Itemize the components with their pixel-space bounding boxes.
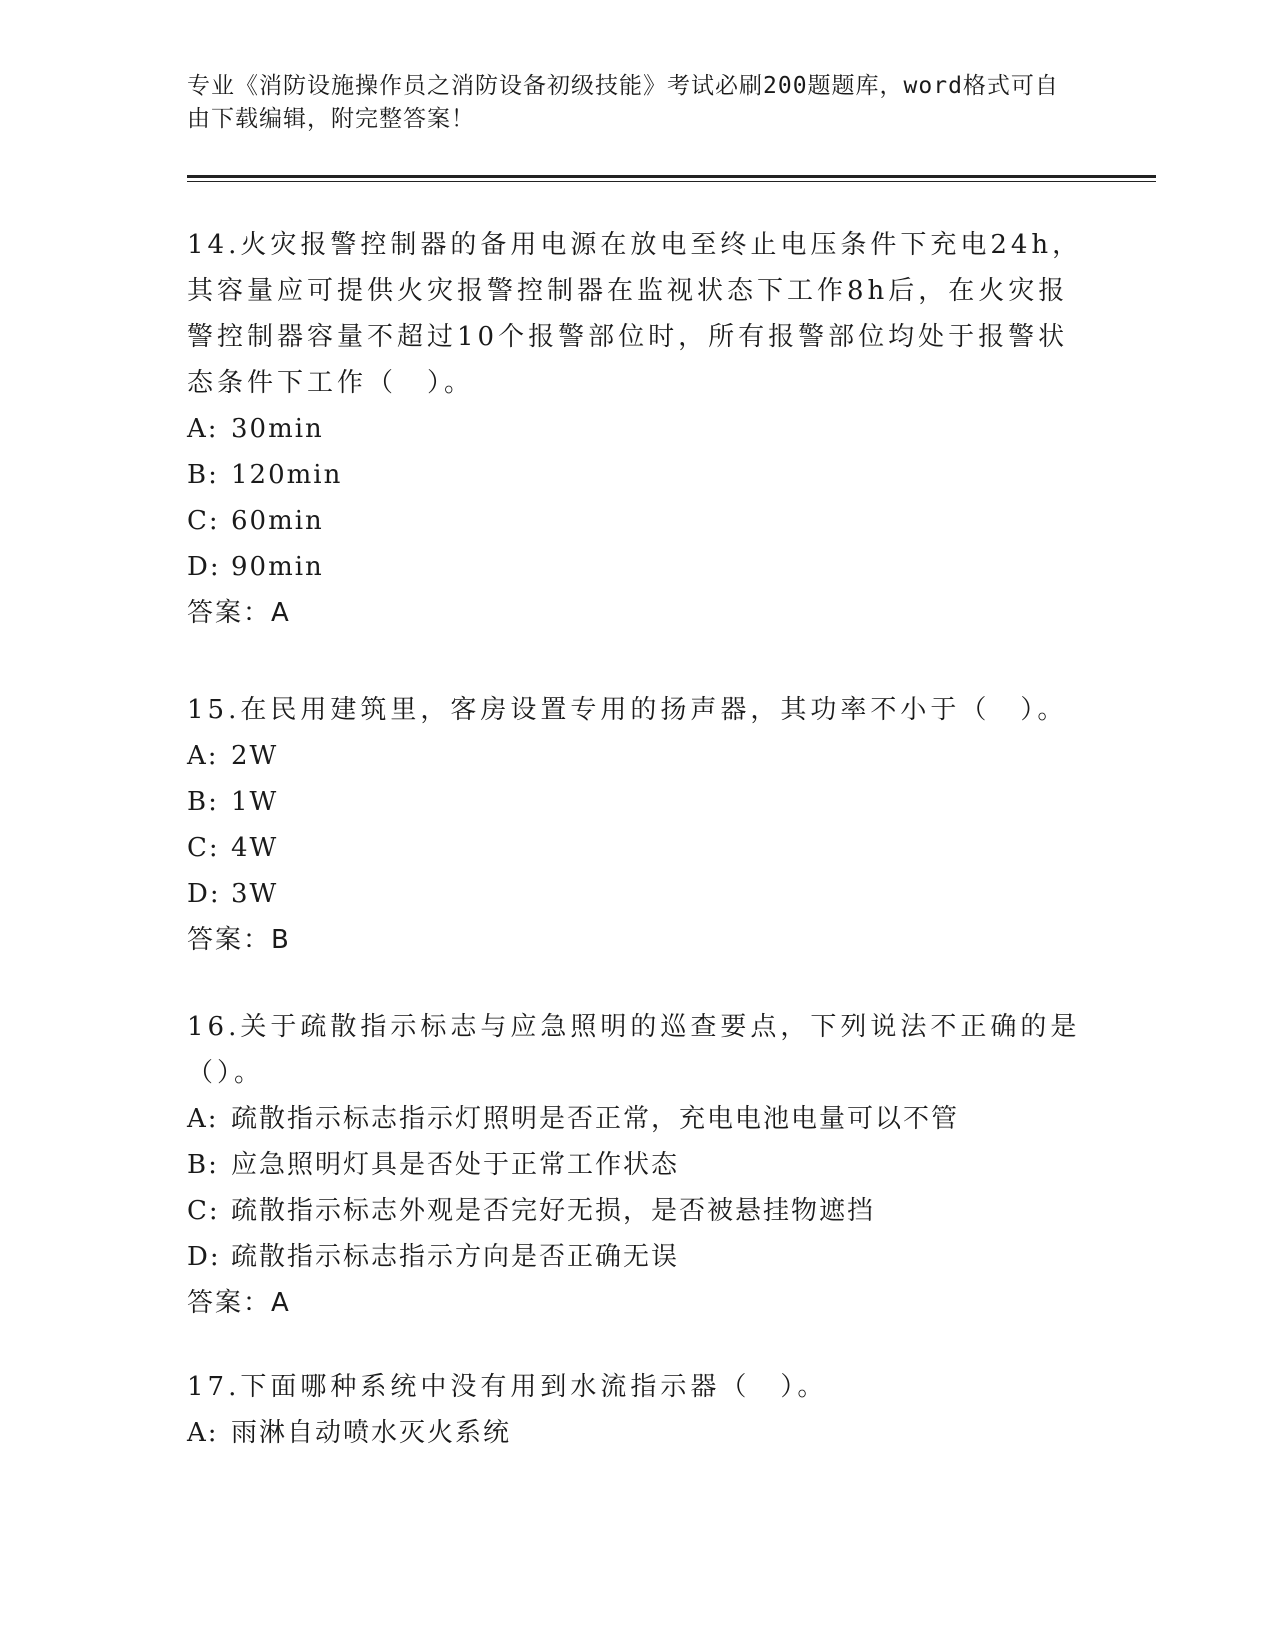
question-text: 14.火灾报警控制器的备用电源在放电至终止电压条件下充电24h，其容量应可提供火灾报警控制器在监视状态下工作8h后，在火灾报警控制器容量不超过10个报警部位时，所有报警部位均处于报警状态条件下工作（ ）。 — [187, 230, 1083, 398]
answer-label: 答案：B — [187, 925, 291, 955]
option-letter: C: — [187, 506, 220, 536]
option-b — [187, 779, 1087, 825]
question-text: 16.关于疏散指示标志与应急照明的巡查要点，下列说法不正确的是（）。 — [187, 1012, 1081, 1088]
option-d — [187, 1234, 1087, 1280]
option-letter: C: — [187, 833, 220, 863]
option-text: 4W — [231, 833, 279, 863]
option-text: 雨淋自动喷水灭火系统 — [231, 1418, 512, 1448]
option-text: 疏散指示标志指示方向是否正确无误 — [231, 1242, 680, 1272]
answer-label: 答案：A — [187, 1288, 291, 1318]
option-text: 疏散指示标志外观是否完好无损，是否被悬挂物遮挡 — [231, 1196, 876, 1226]
document-title: 专业《消防设施操作员之消防设备初级技能》考试必刷200题题库，word格式可自由下载编辑，附完整答案！ — [187, 73, 1059, 132]
header-rule-thick — [187, 175, 1156, 178]
question-text: 15.在民用建筑里，客房设置专用的扬声器，其功率不小于（ ）。 — [187, 695, 1068, 725]
option-text: 1W — [231, 787, 279, 817]
option-b — [187, 452, 1087, 498]
option-d — [187, 871, 1087, 917]
option-d — [187, 544, 1087, 590]
option-c — [187, 498, 1087, 544]
option-text: 2W — [231, 741, 279, 771]
option-text: 3W — [231, 879, 279, 909]
question-14 — [187, 222, 1087, 636]
option-letter: A: — [187, 741, 219, 771]
option-c — [187, 825, 1087, 871]
answer-label: 答案：A — [187, 598, 291, 628]
option-letter: C: — [187, 1196, 220, 1226]
question-17 — [187, 1364, 1087, 1456]
option-text: 疏散指示标志指示灯照明是否正常，充电电池电量可以不管 — [231, 1104, 960, 1134]
header-rule-thin — [187, 181, 1156, 182]
question-15 — [187, 687, 1087, 963]
option-text: 应急照明灯具是否处于正常工作状态 — [231, 1150, 680, 1180]
option-letter: A: — [187, 1104, 219, 1134]
question-text: 17.下面哪种系统中没有用到水流指示器（ ）。 — [187, 1372, 828, 1402]
document-header — [187, 70, 1067, 136]
option-text: 90min — [231, 552, 324, 582]
option-text: 60min — [231, 506, 324, 536]
option-b — [187, 1142, 1087, 1188]
option-text: 120min — [231, 460, 343, 490]
option-a — [187, 733, 1087, 779]
option-a — [187, 1096, 1087, 1142]
option-letter: A: — [187, 1418, 219, 1448]
question-16 — [187, 1004, 1087, 1326]
option-letter: D: — [187, 552, 221, 582]
option-letter: B: — [187, 1150, 219, 1180]
option-letter: B: — [187, 460, 219, 490]
option-a — [187, 406, 1087, 452]
option-letter: D: — [187, 879, 221, 909]
option-letter: A: — [187, 414, 219, 444]
option-letter: B: — [187, 787, 219, 817]
option-letter: D: — [187, 1242, 221, 1272]
option-c — [187, 1188, 1087, 1234]
option-a — [187, 1410, 1087, 1456]
option-text: 30min — [231, 414, 324, 444]
